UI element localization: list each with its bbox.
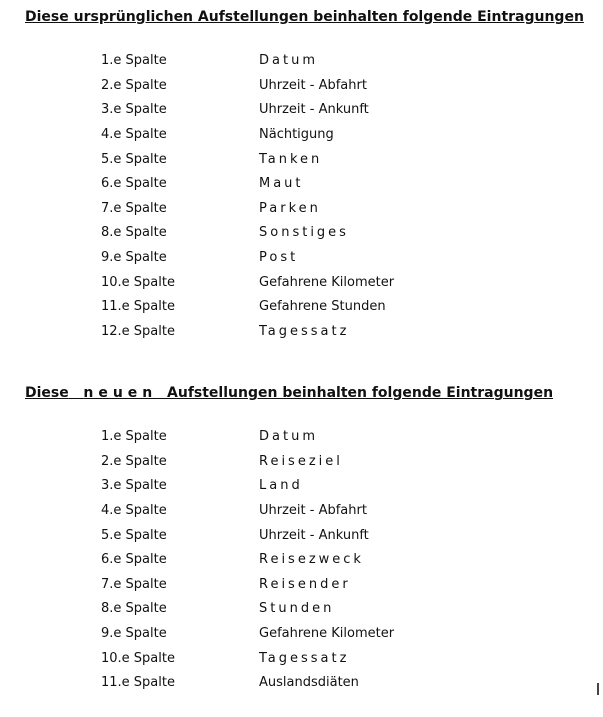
new-entries-list [0, 426, 603, 697]
entry-row [0, 672, 603, 697]
column-content: Tagessatz [259, 324, 350, 340]
entry-row [0, 525, 603, 550]
column-content: Gefahrene Kilometer [259, 274, 395, 290]
column-number: 7.e Spalte [101, 576, 167, 592]
column-number: 3.e Spalte [101, 478, 167, 494]
column-content: Maut [259, 176, 304, 192]
heading-original-lists [25, 9, 584, 25]
entry-row [0, 198, 603, 223]
column-content: Reisezweck [259, 552, 364, 568]
column-content: Stunden [259, 601, 335, 617]
column-number: 3.e Spalte [101, 102, 167, 118]
column-content: Land [259, 478, 303, 494]
column-number: 9.e Spalte [101, 626, 167, 642]
column-content: Sonstiges [259, 225, 349, 241]
column-content: Gefahrene Kilometer [259, 626, 395, 642]
original-entries-list [0, 50, 603, 346]
column-content: Post [259, 250, 299, 266]
entry-row [0, 598, 603, 623]
scan-edge-mark [597, 683, 599, 695]
entry-row [0, 296, 603, 321]
column-number: 11.e Spalte [101, 675, 175, 691]
column-content: Uhrzeit - Ankunft [259, 102, 369, 118]
column-number: 8.e Spalte [101, 225, 167, 241]
column-number: 8.e Spalte [101, 601, 167, 617]
entry-row [0, 222, 603, 247]
entry-row [0, 247, 603, 272]
entry-row [0, 500, 603, 525]
column-number: 12.e Spalte [101, 324, 175, 340]
column-number: 6.e Spalte [101, 552, 167, 568]
heading-new-lists [25, 385, 553, 401]
column-content: Tanken [259, 151, 323, 167]
column-content: Reisender [259, 576, 351, 592]
heading-text-start: Diese [25, 385, 69, 401]
column-content: Datum [259, 429, 318, 444]
entry-row [0, 574, 603, 599]
column-number: 6.e Spalte [101, 176, 167, 192]
column-number: 1.e Spalte [101, 53, 167, 68]
column-number: 2.e Spalte [101, 77, 167, 93]
entry-row [0, 75, 603, 100]
column-number: 1.e Spalte [101, 429, 167, 444]
column-content: Datum [259, 53, 318, 68]
column-content: Uhrzeit - Ankunft [259, 527, 369, 543]
entry-row [0, 451, 603, 476]
heading-text: Diese ursprünglichen Aufstellungen beinhalten folgende Eintragungen [25, 9, 584, 25]
column-content: Nächtigung [259, 126, 334, 142]
column-number: 5.e Spalte [101, 527, 167, 543]
column-number: 7.e Spalte [101, 200, 167, 216]
column-content: Parken [259, 200, 321, 216]
entry-row [0, 149, 603, 174]
column-number: 10.e Spalte [101, 274, 175, 290]
entry-row [0, 321, 603, 346]
column-number: 11.e Spalte [101, 299, 175, 315]
entry-row [0, 549, 603, 574]
heading-text-emphasis: neuen [83, 385, 158, 401]
column-number: 4.e Spalte [101, 126, 167, 142]
column-content: Uhrzeit - Abfahrt [259, 77, 367, 93]
entry-row [0, 623, 603, 648]
entry-row [0, 272, 603, 297]
column-content: Uhrzeit - Abfahrt [259, 502, 367, 518]
entry-row [0, 648, 603, 673]
column-number: 10.e Spalte [101, 650, 175, 666]
entry-row [0, 124, 603, 149]
heading-text-end: Aufstellungen beinhalten folgende Eintragungen [167, 385, 554, 401]
column-content: Reiseziel [259, 453, 343, 469]
column-number: 2.e Spalte [101, 453, 167, 469]
column-content: Gefahrene Stunden [259, 299, 386, 315]
entry-row [0, 475, 603, 500]
column-number: 4.e Spalte [101, 502, 167, 518]
entry-row [0, 99, 603, 124]
column-content: Auslandsdiäten [259, 675, 359, 691]
entry-row [0, 50, 603, 75]
column-number: 5.e Spalte [101, 151, 167, 167]
column-number: 9.e Spalte [101, 250, 167, 266]
entry-row [0, 426, 603, 451]
entry-row [0, 173, 603, 198]
column-content: Tagessatz [259, 650, 350, 666]
